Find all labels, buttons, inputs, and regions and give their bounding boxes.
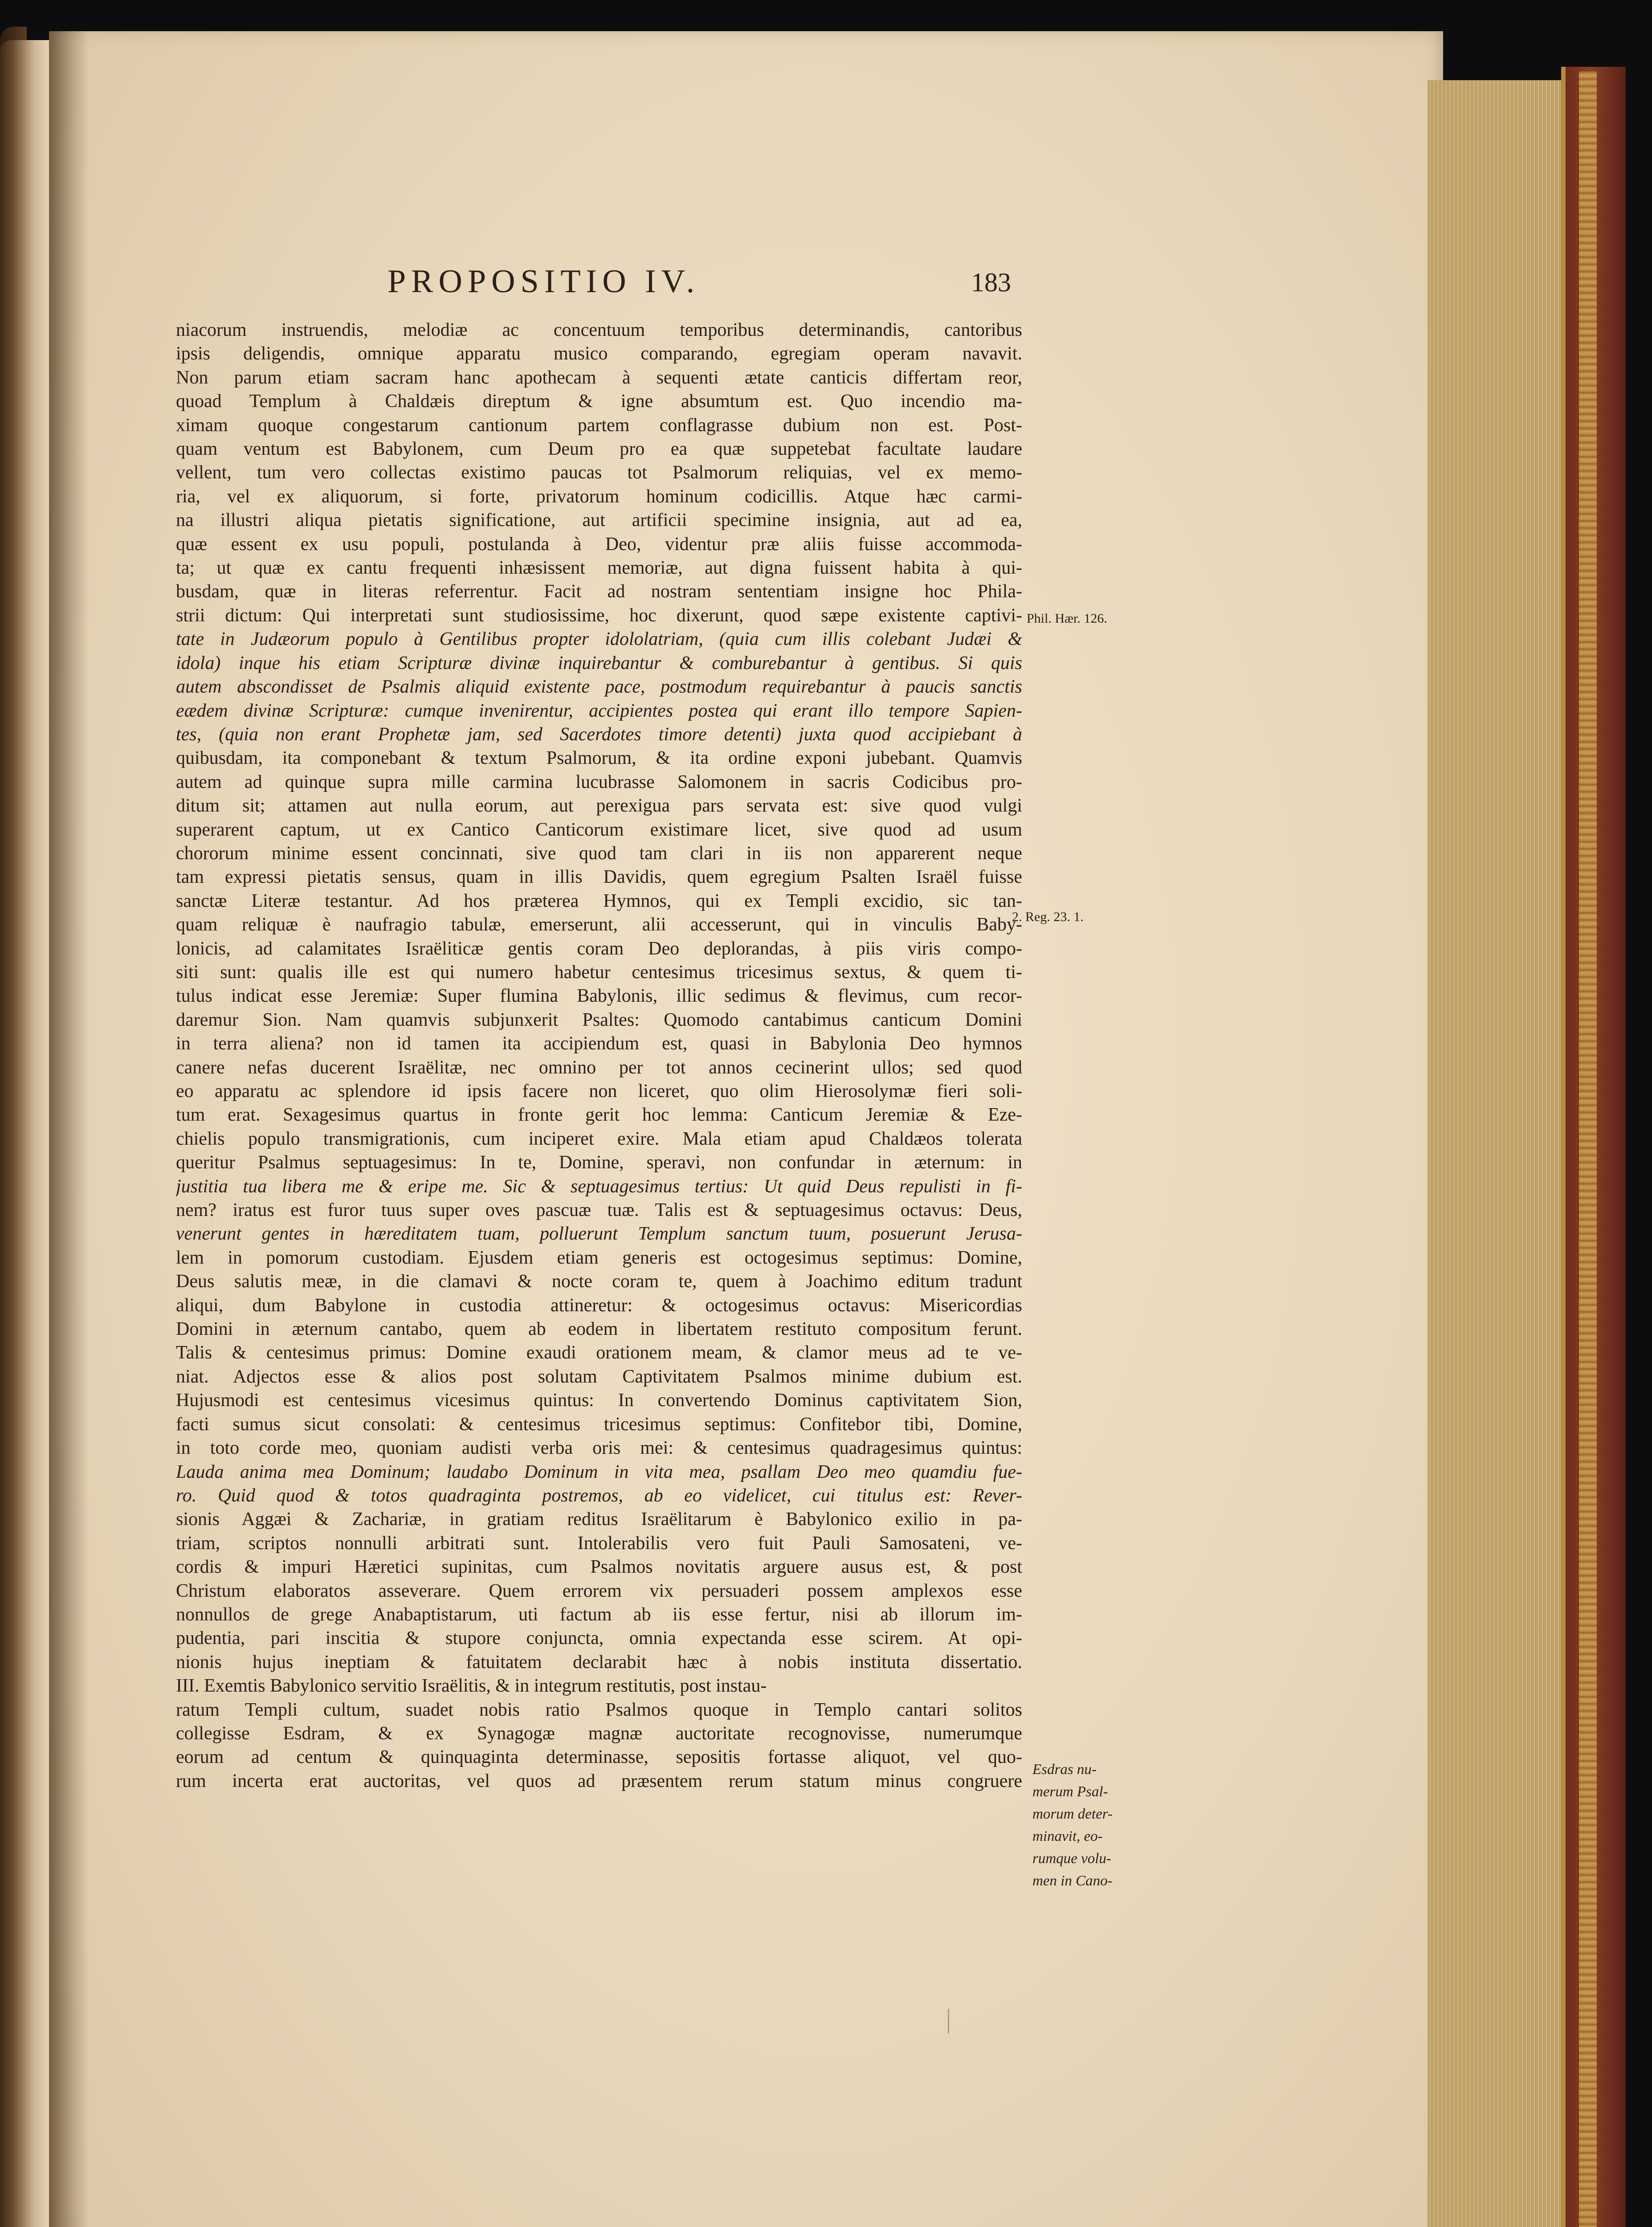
text-line: daremur Sion. Nam quamvis subjunxerit Psaltes: Quomodo cantabimus canticum Domini <box>176 1009 1022 1030</box>
text-line: Non parum etiam sacram hanc apothecam à sequenti ætate canticis differtam reor, <box>176 367 1022 388</box>
body-text <box>176 318 1022 1793</box>
text-line-italic: justitia tua libera me & eripe me. Sic & septuagesimus tertius: Ut quid Deus repulisti in fi- <box>176 1176 1022 1197</box>
text-line: in toto corde meo, quoniam audisti verba oris mei: & centesimus quadragesimus quintus: <box>176 1438 1022 1459</box>
text-line-italic: tes, (quia non erant Prophetæ jam, sed Sacerdotes timore detenti) juxta quod accipiebant à <box>176 724 1022 745</box>
text-line: siti sunt: qualis ille est qui numero habetur centesimus tricesimus sextus, & quem ti- <box>176 962 1022 983</box>
text-line: tulus indicat esse Jeremiæ: Super flumina Babylonis, illic sedimus & flevimus, cum recor- <box>176 986 1022 1007</box>
page-fore-edges <box>1428 80 1561 2227</box>
text-line: aliqui, dum Babylone in custodia attineretur: & octogesimus octavus: Misericordias <box>176 1295 1022 1316</box>
text-line: quam ventum est Babylonem, cum Deum pro ea quæ suppetebat facultate laudare <box>176 439 1022 460</box>
text-line: ratum Templi cultum, suadet nobis ratio Psalmos quoque in Templo cantari solitos <box>176 1699 1022 1720</box>
margin-note-summary: minavit, eo- <box>1032 1828 1103 1844</box>
text-line: ditum sit; attamen aut nulla eorum, aut perexigua pars servata est: sive quod vulgi <box>176 795 1022 816</box>
text-line: ximam quoque congestarum cantionum partem conflagrasse dubium non est. Post- <box>176 415 1022 436</box>
text-line-italic: autem abscondisset de Psalmis aliquid existente pace, postmodum requirebantur à paucis sanctis <box>176 677 1022 697</box>
margin-note-reference: 2. Reg. 23. 1. <box>1012 910 1084 924</box>
text-line: Talis & centesimus primus: Domine exaudi orationem meam, & clamor meus ad te ve- <box>176 1342 1022 1363</box>
text-line: collegisse Esdram, & ex Synagogæ magnæ auctoritate recognovisse, numerumque <box>176 1723 1022 1744</box>
gutter-shadow <box>49 31 89 2227</box>
text-line: pudentia, pari inscitia & stupore conjuncta, omnia expectanda esse scirem. At opi- <box>176 1628 1022 1649</box>
text-line: triam, scriptos nonnulli arbitrati sunt. Intolerabilis vero fuit Pauli Samosateni, ve- <box>176 1533 1022 1554</box>
text-line: sionis Aggæi & Zachariæ, in gratiam reditus Israëlitarum è Babylonico exilio in pa- <box>176 1509 1022 1530</box>
text-line-italic: ro. Quid quod & totos quadraginta postremos, ab eo videlicet, cui titulus est: Rever- <box>176 1485 1022 1506</box>
text-line: Hujusmodi est centesimus vicesimus quintus: In convertendo Dominus captivitatem Sion, <box>176 1390 1022 1411</box>
text-line: lem in pomorum custodiam. Ejusdem etiam generis est octogesimus septimus: Domine, <box>176 1247 1022 1268</box>
text-line: nionis hujus ineptiam & fatuitatem declarabit hæc à nobis instituta dissertatio. <box>176 1652 1022 1672</box>
ink-mark <box>948 2009 949 2033</box>
text-line: ta; ut quæ ex cantu frequenti inhæsissent memoriæ, aut digna fuissent habita à qui- <box>176 558 1022 579</box>
text-line-italic: Lauda anima mea Dominum; laudabo Dominum in vita mea, psallam Deo meo quamdiu fue- <box>176 1461 1022 1482</box>
text-line: ria, vel ex aliquorum, si forte, privatorum hominum codicillis. Atque hæc carmi- <box>176 486 1022 507</box>
text-line: niat. Adjectos esse & alios post solutam Captivitatem Psalmos minime dubium est. <box>176 1366 1022 1387</box>
text-line: canere nefas ducerent Israëlitæ, nec omnino per tot annos cecinerint ullos; sed quod <box>176 1057 1022 1078</box>
margin-note-summary: men in Cano- <box>1032 1873 1113 1889</box>
text-line-italic: eædem divinæ Scripturæ: cumque invenirentur, accipientes postea qui erant illo tempore Sapien- <box>176 700 1022 721</box>
margin-note-summary: Esdras nu- <box>1032 1762 1097 1778</box>
text-line: quibusdam, ita componebant & textum Psalmorum, & ita ordine exponi jubebant. Quamvis <box>176 748 1022 769</box>
text-line: na illustri aliqua pietatis significatione, aut artificii specimine insignia, aut ad ea, <box>176 510 1022 531</box>
text-line: Deus salutis meæ, in die clamavi & nocte coram te, quem à Joachimo editum tradunt <box>176 1271 1022 1292</box>
text-line: lonicis, ad calamitates Israëliticæ gentis coram Deo deplorandas, à piis viris compo- <box>176 938 1022 959</box>
text-line: in terra aliena? non id tamen ita accipiendum est, quasi in Babylonia Deo hymnos <box>176 1033 1022 1054</box>
text-line: ipsis deligendis, omnique apparatu musico comparando, egregiam operam navavit. <box>176 343 1022 364</box>
margin-note-reference: Phil. Hær. 126. <box>1027 611 1107 626</box>
gilt-edge <box>1579 71 1597 2227</box>
text-line: tum erat. Sexagesimus quartus in fronte gerit hoc lemma: Canticum Jeremiæ & Eze- <box>176 1105 1022 1126</box>
text-line: queritur Psalmus septuagesimus: In te, Domine, speravi, non confundar in æternum: in <box>176 1152 1022 1173</box>
text-line: cordis & impuri Hæretici supinitas, cum Psalmos novitatis arguere ausus est, & post <box>176 1557 1022 1578</box>
text-line: eorum ad centum & quinquaginta determinasse, sepositis fortasse aliquot, vel quo- <box>176 1747 1022 1768</box>
text-line: rum incerta erat auctoritas, vel quos ad præsentem rerum statum minus congruere <box>176 1770 1022 1791</box>
text-line: vellent, tum vero collectas existimo paucas tot Psalmorum reliquias, vel ex memo- <box>176 462 1022 483</box>
text-line-italic: tate in Judæorum populo à Gentilibus propter idololatriam, (quia cum illis colebant Judæi & <box>176 629 1022 650</box>
text-line: quoad Templum à Chaldæis direptum & igne absumtum est. Quo incendio ma- <box>176 391 1022 412</box>
text-line: nonnullos de grege Anabaptistarum, uti factum ab iis esse fertur, nisi ab illorum im- <box>176 1604 1022 1625</box>
text-line: nem? iratus est furor tuus super oves pascuæ tuæ. Talis est & septuagesimus octavus: Deus, <box>176 1200 1022 1221</box>
text-line: eo apparatu ac splendore id ipsis facere non liceret, quo olim Hierosolymæ fieri soli- <box>176 1081 1022 1101</box>
text-line: chororum minime essent concinnati, sive quod tam clari in iis non apparerent neque <box>176 843 1022 864</box>
text-line: strii dictum: Qui interpretati sunt studiosissime, hoc dixerunt, quod sæpe existente captivi- <box>176 605 1022 626</box>
text-line: superarent captum, ut ex Cantico Canticorum existimare licet, sive quod ad usum <box>176 819 1022 840</box>
text-line: busdam, quæ in literas referrentur. Facit ad nostram sententiam insigne hoc Phila- <box>176 581 1022 602</box>
margin-note-summary: merum Psal- <box>1032 1784 1108 1800</box>
text-line: autem ad quinque supra mille carmina lucubrasse Salomonem in sacris Codicibus pro- <box>176 771 1022 792</box>
text-line: III. Exemtis Babylonico servitio Israëlitis, & in integrum restitutis, post instau- <box>176 1676 767 1697</box>
margin-note-summary: rumque volu- <box>1032 1851 1111 1867</box>
text-line: quam reliquæ è naufragio tabulæ, emerserunt, alii accesserunt, qui in vinculis Baby- <box>176 914 1022 935</box>
text-line-italic: idola) inque his etiam Scripturæ divinæ inquirebantur & comburebantur à gentibus. Si quis <box>176 653 1022 673</box>
text-line: quæ essent ex usu populi, postulanda à Deo, videntur præ aliis fuisse accommoda- <box>176 534 1022 555</box>
text-line: Christum elaboratos asseverare. Quem errorem vix persuaderi possem amplexos esse <box>176 1580 1022 1601</box>
page-number: 183 <box>971 268 1011 297</box>
text-line: facti sumus sicut consolati: & centesimus tricesimus septimus: Confitebor tibi, Domine, <box>176 1414 1022 1435</box>
text-line: sanctæ Literæ testantur. Ad hos præterea Hymnos, qui ex Templi excidio, sic tan- <box>176 890 1022 911</box>
text-line: Domini in æternum cantabo, quem ab eodem in libertatem restituto compositum ferunt. <box>176 1319 1022 1340</box>
margin-note-summary: morum deter- <box>1032 1806 1113 1822</box>
text-line: chielis populo transmigrationis, cum inciperet exire. Mala etiam apud Chaldæos tolerata <box>176 1128 1022 1149</box>
text-line-italic: venerunt gentes in hæreditatem tuam, polluerunt Templum sanctum tuum, posuerunt Jerusa- <box>176 1224 1022 1244</box>
running-title: PROPOSITIO IV. <box>388 263 700 300</box>
text-line: tam expressi pietatis sensus, quam in illis Davidis, quem egregium Psalten Israël fuisse <box>176 867 1022 888</box>
text-line: niacorum instruendis, melodiæ ac concentuum temporibus determinandis, cantoribus <box>176 320 1022 340</box>
